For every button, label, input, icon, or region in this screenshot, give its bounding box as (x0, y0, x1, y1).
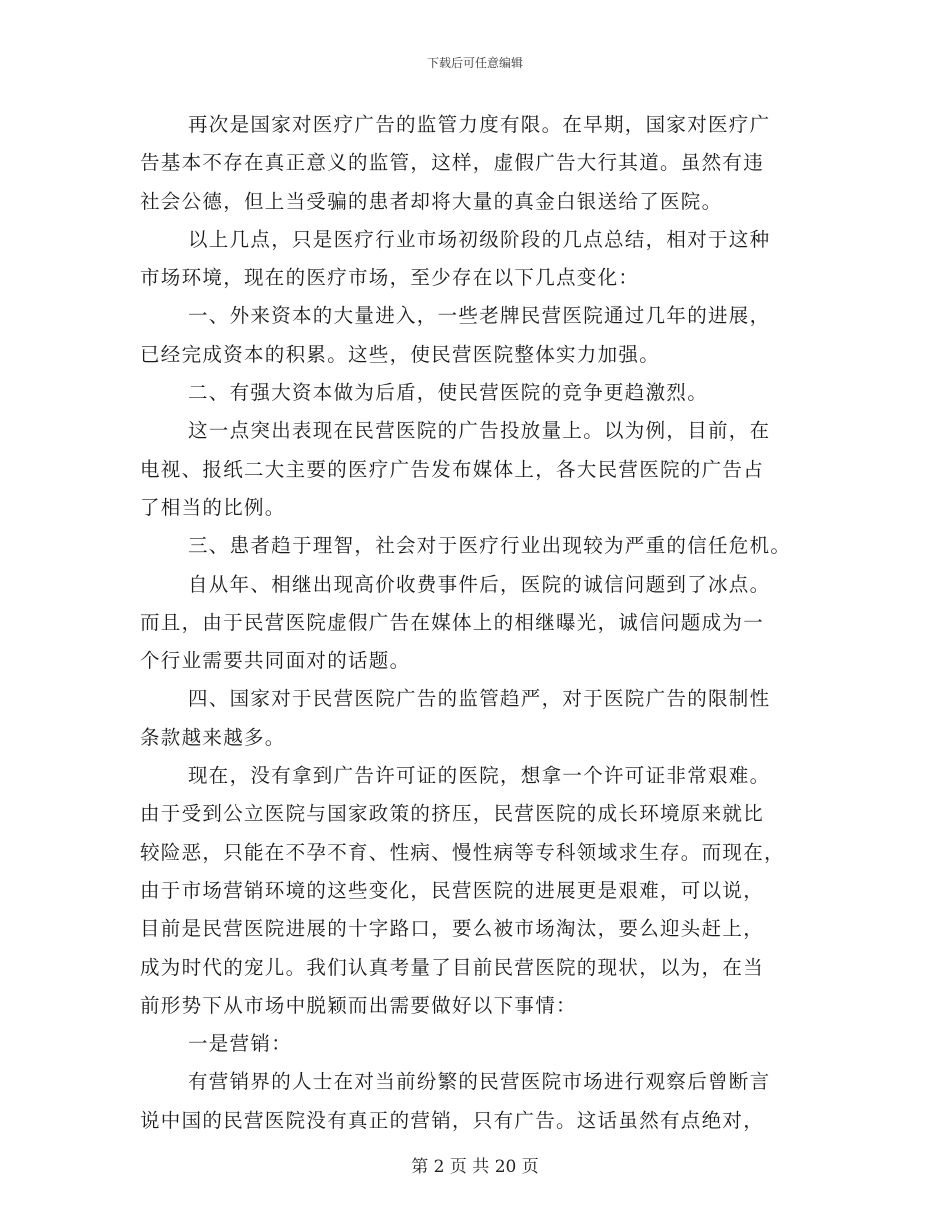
text-line: 个行业需要共同面对的话题。 (140, 649, 411, 673)
text-line: 而且，由于民营医院虚假广告在媒体上的相继曝光，诚信问题成为一 (140, 610, 765, 634)
text-line: 自从年、相继出现高价收费事件后，医院的诚信问题到了冰点。 (188, 572, 771, 596)
text-line: 现在，没有拿到广告许可证的医院，想拿一个许可证非常艰难。 (188, 764, 771, 788)
page-footer: 第 2 页 共 20 页 (411, 1157, 539, 1177)
text-line: 四、国家对于民营医院广告的监管趋严，对于医院广告的限制性 (188, 687, 771, 711)
text-line: 条款越来越多。 (140, 725, 286, 749)
text-line: 一、外来资本的大量进入，一些老牌民营医院通过几年的进展， (188, 304, 771, 328)
text-line: 社会公德，但上当受骗的患者却将大量的真金白银送给了医院。 (140, 189, 723, 213)
text-line: 由于受到公立医院与国家政策的挤压，民营医院的成长环境原来就比 (140, 802, 765, 826)
text-line: 目前是民营医院进展的十字路口，要么被市场淘汰，要么迎头赶上， (140, 917, 765, 941)
text-line: 三、患者趋于理智，社会对于医疗行业出现较为严重的信任危机。 (188, 534, 792, 558)
text-line: 成为时代的宠儿。我们认真考量了目前民营医院的现状，以为，在当 (140, 955, 765, 979)
text-line: 二、有强大资本做为后盾，使民营医院的竞争更趋激烈。 (188, 381, 709, 405)
text-line: 前形势下从市场中脱颖而出需要做好以下事情： (140, 993, 577, 1017)
text-line: 市场环境，现在的医疗市场，至少存在以下几点变化： (140, 266, 640, 290)
text-line: 这一点突出表现在民营医院的广告投放量上。以为例，目前，在 (188, 419, 771, 443)
text-line: 电视、报纸二大主要的医疗广告发布媒体上，各大民营医院的广告占 (140, 457, 765, 481)
text-line: 已经完成资本的积累。这些，使民营医院整体实力加强。 (140, 342, 661, 366)
body-text (140, 106, 810, 1140)
text-line: 以上几点，只是医疗行业市场初级阶段的几点总结，相对于这种 (188, 227, 771, 251)
text-line: 有营销界的人士在对当前纷繁的民营医院市场进行观察后曾断言 (188, 1070, 771, 1094)
page-header: 下载后可任意编辑 (426, 56, 523, 70)
text-line: 了相当的比例。 (140, 495, 286, 519)
text-line: 说中国的民营医院没有真正的营销，只有广告。这话虽然有点绝对， (140, 1108, 765, 1132)
text-line: 较险恶，只能在不孕不育、性病、慢性病等专科领域求生存。而现在， (140, 840, 785, 864)
text-line: 由于市场营销环境的这些变化，民营医院的进展更是艰难，可以说， (140, 878, 765, 902)
text-line: 再次是国家对医疗广告的监管力度有限。在早期，国家对医疗广 (188, 113, 771, 136)
text-line: 一是营销： (188, 1032, 293, 1056)
text-line: 告基本不存在真正意义的监管，这样，虚假广告大行其道。虽然有违 (140, 151, 765, 175)
